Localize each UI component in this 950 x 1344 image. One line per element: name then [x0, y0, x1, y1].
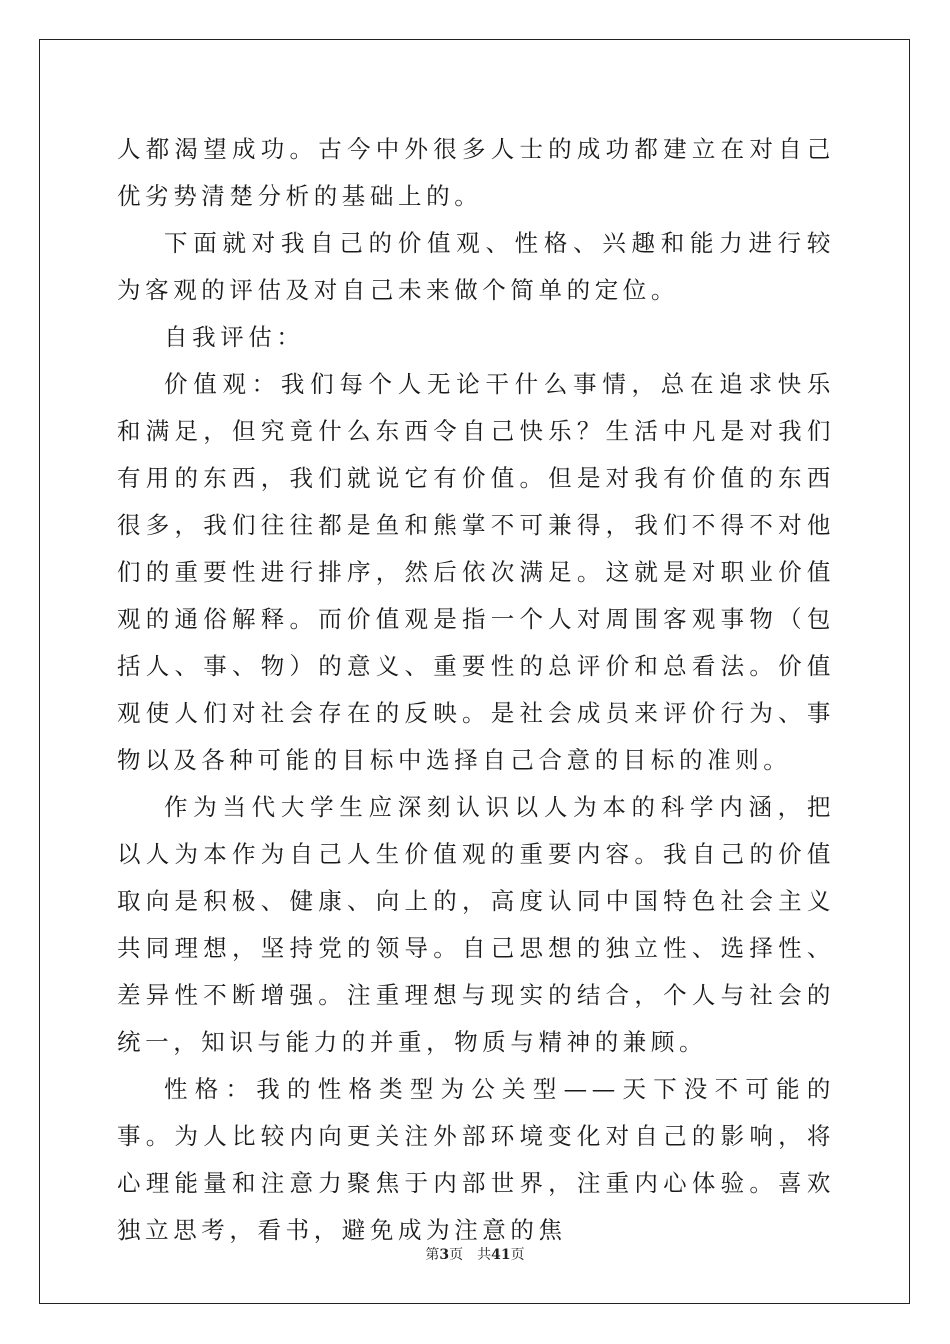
- total-suffix: 页: [510, 1247, 525, 1263]
- page-footer: [0, 1246, 950, 1264]
- page-number: 3: [439, 1247, 450, 1263]
- page-suffix: 页: [449, 1247, 464, 1263]
- document-body: [117, 126, 835, 1254]
- paragraph-1: 人都渴望成功。古今中外很多人士的成功都建立在对自己优劣势清楚分析的基础上的。: [117, 135, 835, 210]
- paragraph-5: 作为当代大学生应深刻认识以人为本的科学内涵，把以人为本作为自己人生价值观的重要内容。我自己的价值取向是积极、健康、向上的，高度认同中国特色社会主义共同理想，坚持党的领导。自己思想的独立性、选择性、差异性不断增强。注重理想与现实的结合，个人与社会的统一，知识与能力的并重，物质与精神的兼顾。: [117, 793, 835, 1056]
- paragraph-4: 价值观：我们每个人无论干什么事情，总在追求快乐和满足，但究竟什么东西令自己快乐？生活中凡是对我们有用的东西，我们就说它有价值。但是对我有价值的东西很多，我们往往都是鱼和熊掌不可兼得，我们不得不对他们的重要性进行排序，然后依次满足。这就是对职业价值观的通俗解释。而价值观是指一个人对周围客观事物（包括人、事、物）的意义、重要性的总评价和总看法。价值观使人们对社会存在的反映。是社会成员来评价行为、事物以及各种可能的目标中选择自己合意的目标的准则。: [117, 370, 835, 774]
- paragraph-6: 性格：我的性格类型为公关型——天下没不可能的事。为人比较内向更关注外部环境变化对自己的影响，将心理能量和注意力聚焦于内部世界，注重内心体验。喜欢独立思考，看书，避免成为注意的焦: [117, 1075, 835, 1244]
- paragraph-2: 下面就对我自己的价值观、性格、兴趣和能力进行较为客观的评估及对自己未来做个简单的定位。: [117, 229, 835, 304]
- paragraph-3: 自我评估：: [164, 323, 305, 351]
- page-prefix: 第: [425, 1247, 440, 1263]
- total-prefix: 共: [477, 1247, 492, 1263]
- total-pages: 41: [491, 1247, 511, 1263]
